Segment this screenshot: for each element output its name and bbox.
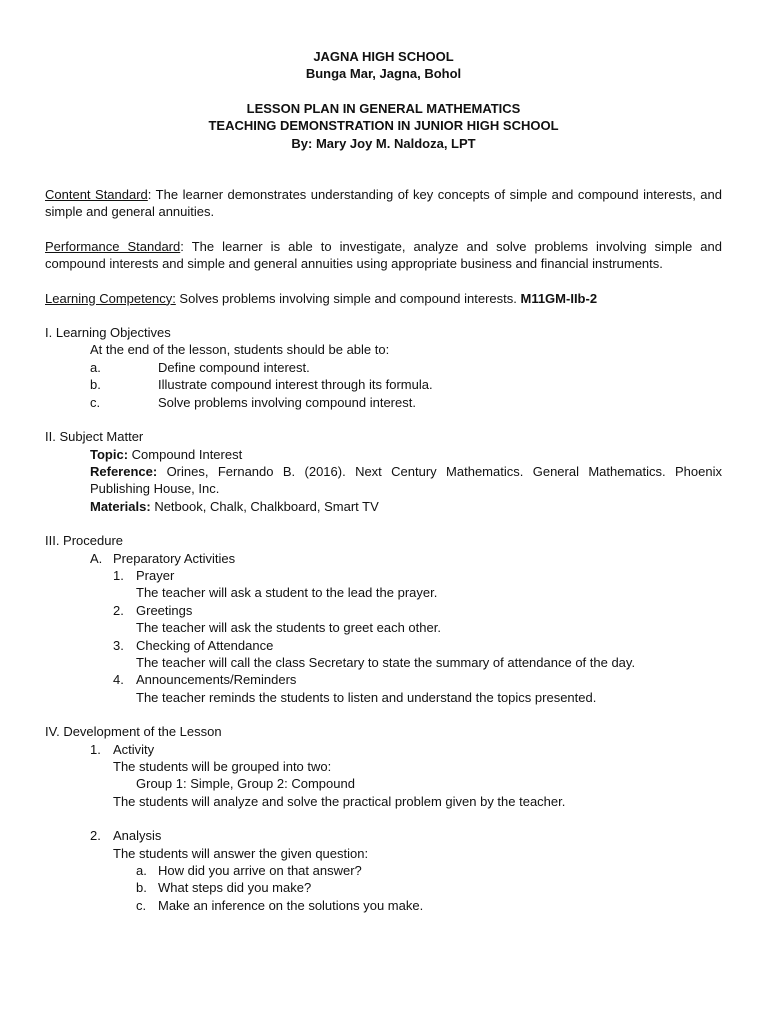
activity-title: Activity [113, 741, 155, 757]
step-title: Prayer [136, 567, 175, 583]
analysis-intro: The students will answer the given question: [113, 845, 369, 861]
materials-value: Netbook, Chalk, Chalkboard, Smart TV [150, 498, 379, 514]
objective-item [45, 394, 722, 411]
learning-competency [45, 290, 722, 307]
performance-standard-text: The learner is able to investigate, analyze and solve problems involving simple and compound interests and simple and general annuities using appropriate business and financial instruments. [45, 238, 723, 272]
question-text: How did you arrive on that answer? [158, 863, 362, 879]
plan-title: LESSON PLAN IN GENERAL MATHEMATICS [246, 100, 521, 116]
topic-line [45, 446, 722, 463]
content-standard-label: Content Standard [45, 187, 148, 203]
question-text: Make an inference on the solutions you make. [158, 897, 424, 913]
analysis-marker: 2. [90, 828, 101, 844]
question-marker: a. [136, 863, 147, 879]
objective-marker: c. [90, 394, 101, 410]
activity-marker: 1. [90, 741, 101, 757]
objective-text: Solve problems involving compound interest. [158, 394, 416, 410]
procedure-step [45, 637, 722, 654]
content-standard: Content Standard: The learner demonstrates understanding of key concepts of simple and compound interests, and simple and general annuities. [45, 187, 723, 220]
plan-subtitle: TEACHING DEMONSTRATION IN JUNIOR HIGH SCHOOL [208, 118, 559, 134]
question-text: What steps did you make? [158, 880, 312, 896]
reference-label: Reference: [90, 463, 158, 479]
objectives-intro: At the end of the lesson, students should be able to: [90, 342, 390, 358]
content-standard-text: The learner demonstrates understanding of key concepts of simple and compound interests, and simple and general annuities. [45, 187, 723, 220]
activity-line-2: The students will analyze and solve the practical problem given by the teacher. [113, 793, 566, 809]
procedure-section-marker: A. [90, 550, 103, 566]
step-description: The teacher reminds the students to listen and understand the topics presented. [136, 689, 597, 705]
topic-label: Topic: [90, 446, 129, 462]
step-title: Greetings [136, 602, 193, 618]
development-heading: IV. Development of the Lesson [45, 724, 222, 740]
objective-text: Illustrate compound interest through its formula. [158, 377, 433, 393]
procedure-step [45, 671, 722, 688]
author-line: By: Mary Joy M. Naldoza, LPT [291, 135, 476, 151]
school-address: Bunga Mar, Jagna, Bohol [305, 66, 462, 82]
activity-groups: Group 1: Simple, Group 2: Compound [136, 776, 355, 792]
document-header [45, 48, 722, 152]
question-item [45, 897, 722, 914]
objective-marker: a. [90, 359, 101, 375]
objective-item [45, 376, 722, 393]
step-description: The teacher will call the class Secretary to state the summary of attendance of the day. [136, 654, 636, 670]
step-marker: 2. [113, 602, 124, 618]
procedure-heading: III. Procedure [45, 533, 124, 549]
activity-line-1: The students will be grouped into two: [113, 759, 332, 774]
learning-competency-label: Learning Competency: [45, 290, 176, 306]
reference-line [45, 463, 722, 498]
development-analysis [45, 827, 722, 844]
step-title: Announcements/Reminders [136, 672, 297, 688]
procedure-section-title: Preparatory Activities [113, 550, 236, 566]
question-item [45, 879, 722, 896]
performance-standard: Performance Standard: The learner is able to investigate, analyze and solve problems involving simple and compound interests and simple and general annuities using appropriate business and financial instruments. [45, 238, 723, 272]
objectives-heading: I. Learning Objectives [45, 325, 171, 341]
question-marker: c. [136, 897, 147, 913]
materials-label: Materials: [90, 498, 151, 514]
analysis-title: Analysis [113, 828, 162, 844]
step-marker: 3. [113, 637, 124, 653]
development-activity [45, 741, 722, 758]
competency-code: M11GM-IIb-2 [520, 290, 598, 306]
topic-value: Compound Interest [128, 446, 243, 462]
step-description: The teacher will ask the students to greet each other. [136, 620, 441, 636]
question-item [45, 862, 722, 879]
subject-matter-heading: II. Subject Matter [45, 429, 144, 445]
step-marker: 4. [113, 672, 124, 688]
reference-value: Orines, Fernando B. (2016). Next Century Mathematics. General Mathematics. Phoenix Publishing House, Inc. [90, 463, 722, 497]
procedure-section [45, 550, 722, 567]
procedure-step [45, 602, 722, 619]
step-marker: 1. [113, 567, 124, 583]
lesson-plan-document [45, 48, 722, 914]
procedure-step [45, 567, 722, 584]
question-marker: b. [136, 880, 147, 896]
learning-competency-text: Solves problems involving simple and compound interests. [175, 290, 521, 306]
objective-text: Define compound interest. [158, 359, 310, 375]
step-title: Checking of Attendance [136, 637, 274, 653]
objective-marker: b. [90, 377, 101, 393]
performance-standard-label: Performance Standard [45, 238, 181, 254]
materials-line [45, 498, 722, 515]
step-description: The teacher will ask a student to the lead the prayer. [136, 585, 438, 601]
objective-item [45, 359, 722, 376]
school-name: JAGNA HIGH SCHOOL [313, 49, 454, 64]
